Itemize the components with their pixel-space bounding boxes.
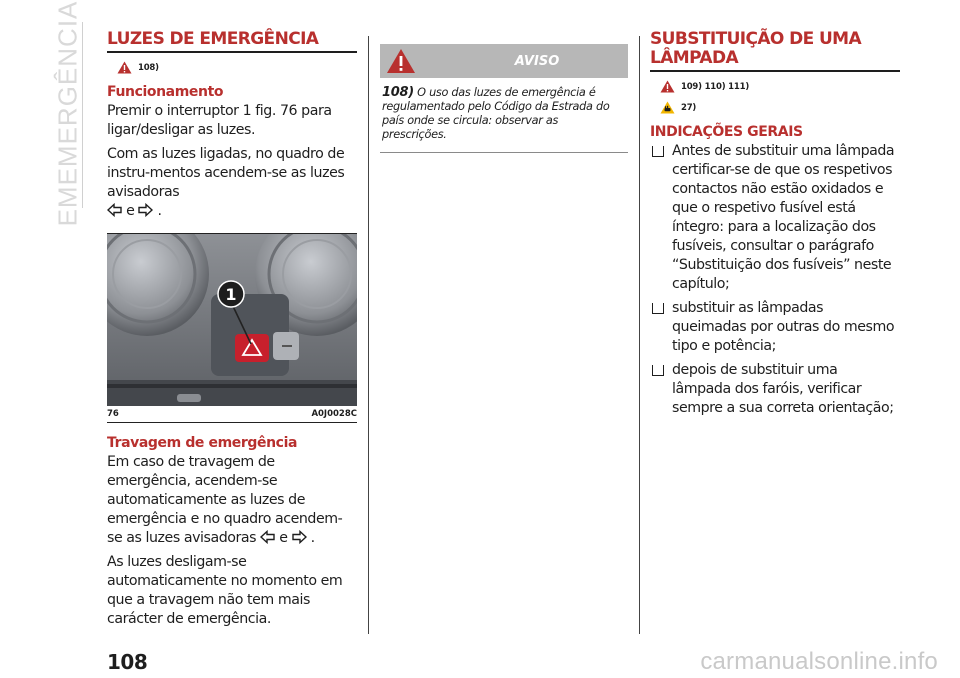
- column-right: [650, 30, 900, 423]
- section-side-title: EMEMERGÊNCIA: [52, 0, 83, 226]
- warning-triangle-icon: [117, 61, 132, 74]
- column-middle: [380, 28, 628, 153]
- figure-76: [107, 233, 357, 423]
- warning-ref-line: [660, 80, 900, 93]
- subheading-operation: Funcionamento: [107, 84, 224, 100]
- checkbox-bullet-icon: [652, 365, 664, 376]
- checkbox-bullet-icon: [652, 146, 664, 157]
- ref-108: 108): [138, 62, 159, 73]
- left-turn-indicator-icon: [260, 530, 275, 544]
- paragraph-emergency-braking: Em caso de travagem de emergência, acendem-se automaticamente as luzes de emergência e no quadro acendem-se as luzes avisadoras e .: [107, 454, 343, 546]
- subheading-general: INDICAÇÕES GERAIS: [650, 124, 803, 140]
- list-item: Antes de substituir uma lâmpada certificar-se de que os respetivos contactos não estão oxidados e que o respetivo fusível está íntegro: para a localização dos fusíveis, consultar o parágrafo “Substituição dos fusíveis” neste capítulo;: [650, 142, 900, 294]
- figure-number: 76: [107, 409, 119, 419]
- heading-emergency-lights: LUZES DE EMERGÊNCIA: [107, 30, 357, 53]
- note-ref-line: [660, 101, 900, 114]
- left-turn-indicator-icon: [107, 203, 122, 217]
- watermark: carmanualsonline.info: [700, 648, 938, 675]
- warning-triangle-icon: [386, 48, 416, 74]
- warning-triangle-icon: [660, 80, 675, 93]
- side-rule: [82, 22, 83, 208]
- warning-box-title: AVISO: [514, 53, 560, 69]
- list-item: depois de substituir uma lâmpada dos faróis, verificar sempre a sua correta orientação;: [650, 361, 900, 418]
- warning-ref-line: [117, 61, 357, 74]
- paragraph-press-switch: Premir o interruptor 1 fig. 76 para ligar/desligar as luzes.: [107, 103, 332, 138]
- right-turn-indicator-icon: [138, 203, 153, 217]
- warning-box-header: [380, 44, 628, 78]
- paragraph-warning-lights: Com as luzes ligadas, no quadro de instru-mentos acendem-se as luzes avisadoras e .: [107, 146, 345, 219]
- figure-code: A0J0028C: [311, 409, 357, 419]
- figure-caption: [107, 409, 357, 423]
- subheading-emergency-braking: Travagem de emergência: [107, 435, 298, 451]
- list-item: substituir as lâmpadas queimadas por outras do mesmo tipo e potência;: [650, 299, 900, 356]
- dashboard-photo: [107, 234, 357, 406]
- column-divider-1: [368, 36, 369, 634]
- figure-callout-1: 1: [225, 285, 237, 304]
- column-left: [107, 30, 357, 634]
- right-turn-indicator-icon: [292, 530, 307, 544]
- hand-caution-icon: [660, 101, 675, 114]
- page-number: 108: [107, 650, 148, 674]
- warning-box-text: 108) O uso das luzes de emergência é regulamentado pelo Código da Estrada do país onde se circula: observar as prescrições.: [382, 85, 610, 141]
- heading-bulb-replacement: SUBSTITUIÇÃO DE UMA LÂMPADA: [650, 30, 900, 72]
- ref-27: 27): [681, 102, 697, 113]
- paragraph-lights-off: As luzes desligam-se automaticamente no momento em que a travagem não tem mais carácter de emergência.: [107, 554, 343, 627]
- checkbox-bullet-icon: [652, 303, 664, 314]
- refs-109-111: 109) 110) 111): [681, 81, 750, 92]
- column-divider-2: [639, 36, 640, 634]
- warning-box: [380, 44, 628, 153]
